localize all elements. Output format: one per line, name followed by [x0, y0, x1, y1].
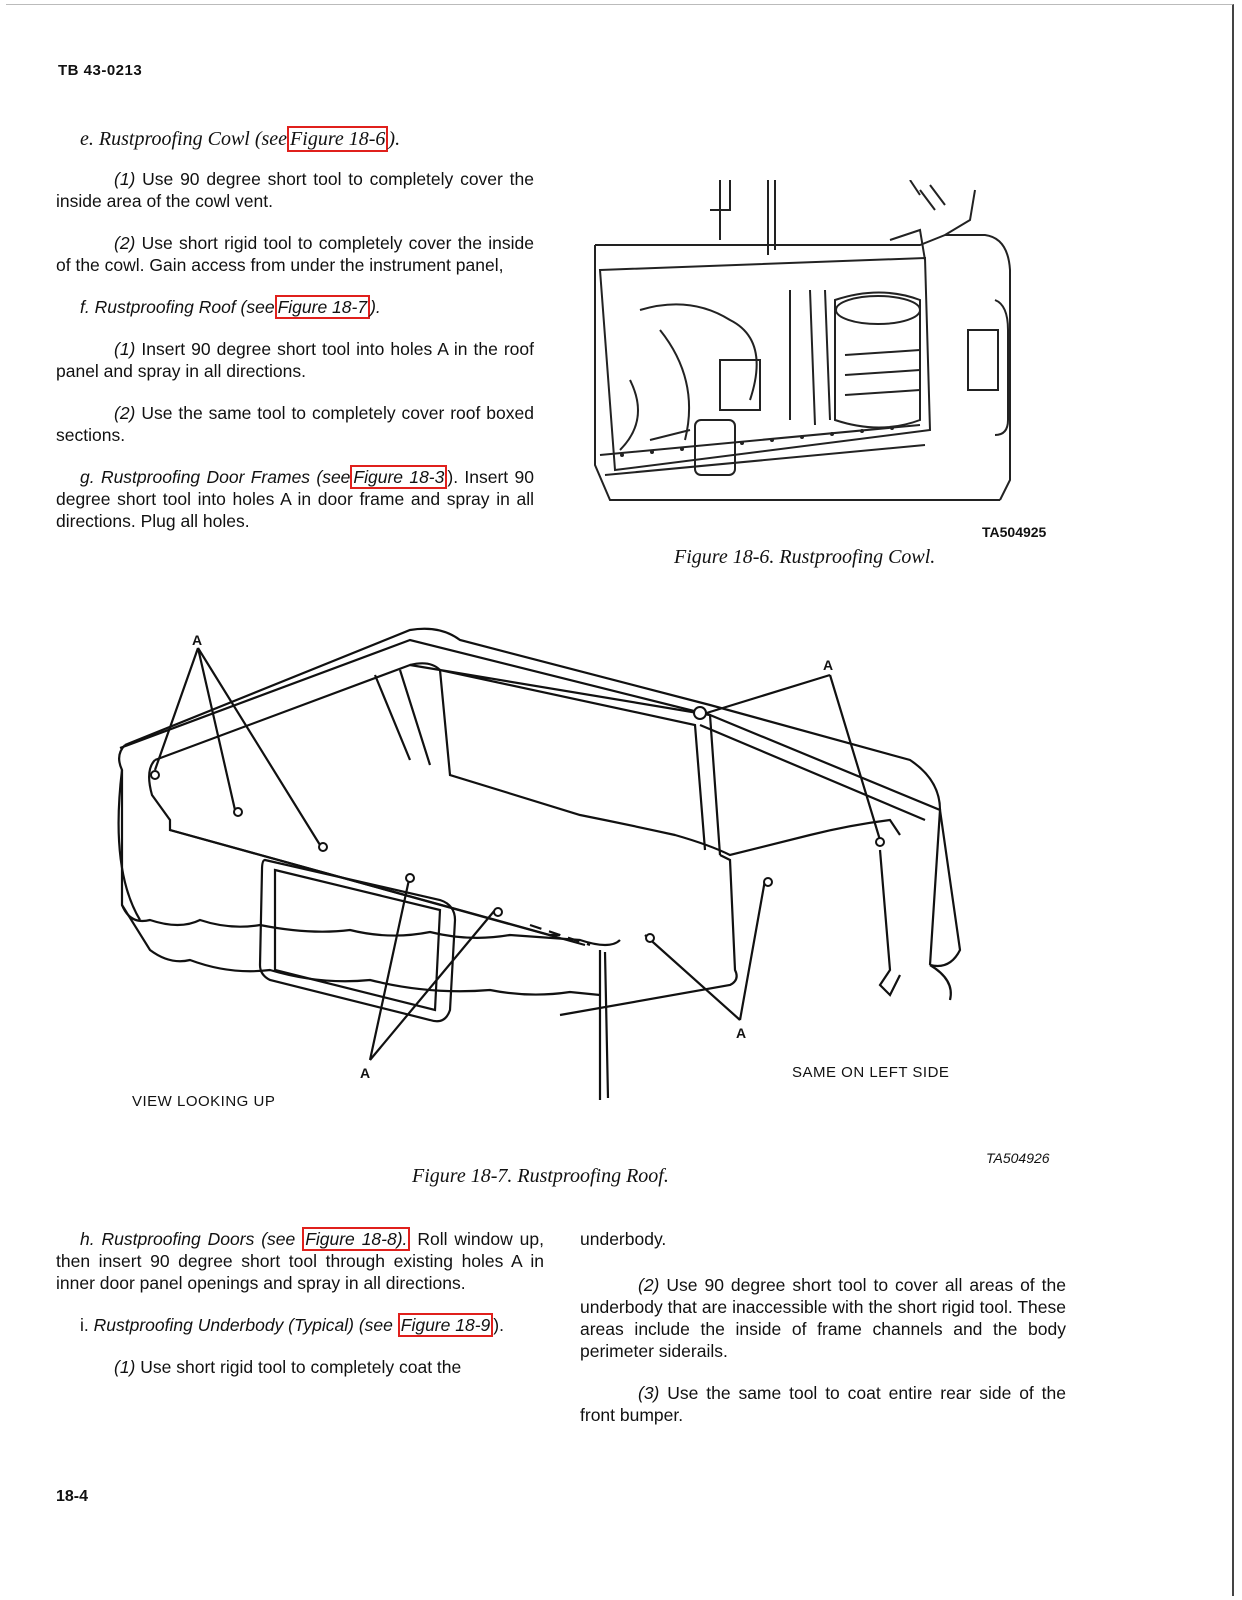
- callout-a-bottom-right: A: [736, 1025, 747, 1041]
- heading-roof: f. Rustproofing Roof (see Figure 18-7 ).: [80, 297, 381, 317]
- link-figure-18-9[interactable]: Figure 18-9: [398, 1313, 494, 1337]
- link-figure-18-7[interactable]: Figure 18-7: [275, 295, 371, 319]
- figure-18-6-caption: Figure 18-6. Rustproofing Cowl.: [674, 546, 936, 568]
- figure-18-7-caption: Figure 18-7. Rustproofing Roof.: [412, 1165, 669, 1187]
- underbody-step-1: (1) Use short rigid tool to completely coat the: [114, 1357, 462, 1377]
- label-same-on-left-side: SAME ON LEFT SIDE: [792, 1064, 950, 1081]
- callout-a-left: A: [192, 632, 203, 648]
- underbody-step-2: (2) Use 90 degree short tool to cover all areas of the underbody that are inaccessible with the short rigid tool. These areas include the inside of frame channels and the body perimeter siderails.: [580, 1275, 1066, 1361]
- callout-a-top-right: A: [823, 657, 834, 673]
- figure-18-7-illustration: [110, 620, 990, 1120]
- figure-18-7-ta-code: TA504926: [986, 1150, 1050, 1166]
- link-figure-18-6[interactable]: Figure 18-6: [287, 126, 388, 152]
- door-frames-paragraph: g. Rustproofing Door Frames (see Figure 18-3 ). Insert 90 degree short tool into holes A in door frame and spray in all directions. Plug all holes.: [56, 467, 534, 531]
- document-id: TB 43-0213: [58, 62, 143, 79]
- underbody-step-1-continued: underbody.: [580, 1229, 667, 1249]
- link-figure-18-8[interactable]: Figure 18-8).: [302, 1227, 410, 1251]
- link-figure-18-3[interactable]: Figure 18-3: [350, 465, 447, 489]
- page-number: 18-4: [56, 1488, 89, 1505]
- doors-paragraph: h. Rustproofing Doors (see Figure 18-8). Roll window up, then insert 90 degree short tool through existing holes A in inner door panel openings and spray in all directions.: [56, 1229, 544, 1293]
- lower-left-column: [56, 1228, 544, 1398]
- underbody-heading: i. Rustproofing Underbody (Typical) (see Figure 18-9 ).: [80, 1315, 504, 1335]
- figure-18-6-ta-code: TA504925: [982, 524, 1047, 540]
- callout-a-bottom-left: A: [360, 1065, 371, 1081]
- underbody-step-3: (3) Use the same tool to coat entire rear side of the front bumper.: [580, 1383, 1066, 1425]
- upper-left-column: [56, 128, 534, 552]
- lower-right-column: [580, 1228, 1066, 1446]
- cowl-step-2: (2) Use short rigid tool to completely cover the inside of the cowl. Gain access from under the instrument panel,: [56, 233, 534, 275]
- figure-18-6-illustration: [590, 180, 1030, 515]
- heading-cowl: e. Rustproofing Cowl (see Figure 18-6 ).: [80, 128, 401, 150]
- cowl-step-1: (1) Use 90 degree short tool to completely cover the inside area of the cowl vent.: [56, 169, 534, 211]
- roof-step-2: (2) Use the same tool to completely cover roof boxed sections.: [56, 403, 534, 445]
- label-view-looking-up: VIEW LOOKING UP: [132, 1093, 276, 1110]
- roof-step-1: (1) Insert 90 degree short tool into holes A in the roof panel and spray in all directions.: [56, 339, 534, 381]
